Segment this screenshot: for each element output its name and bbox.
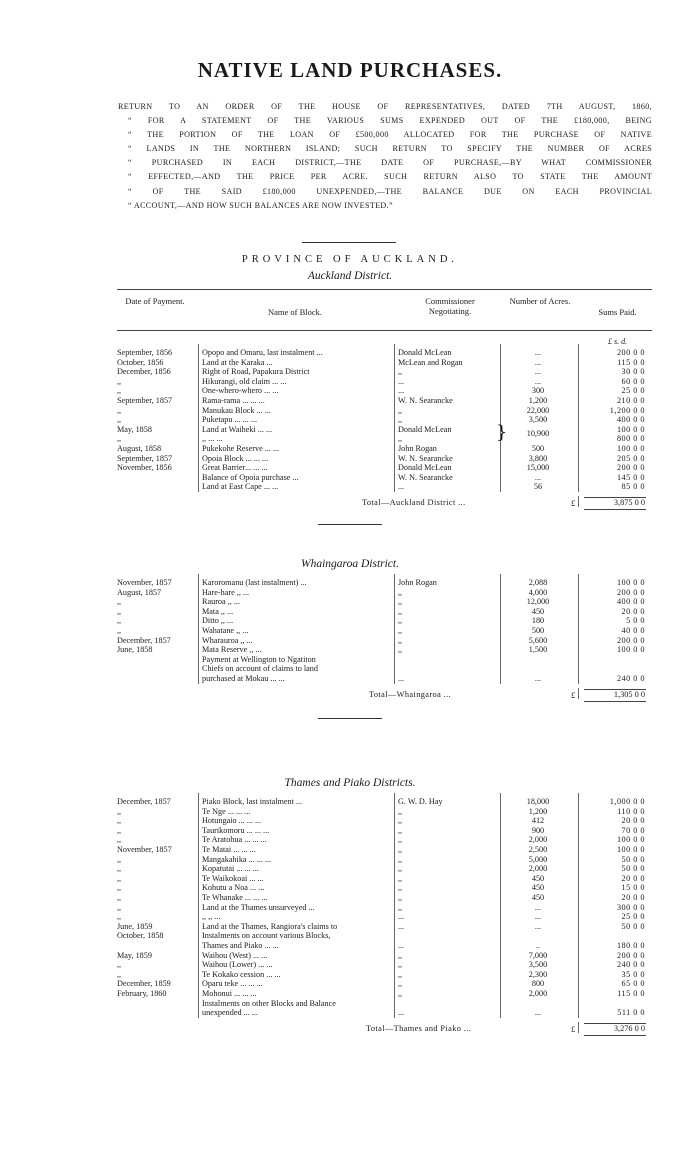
cell-acres: 450 bbox=[531, 873, 545, 883]
cell-commissioner: ,, bbox=[398, 893, 403, 902]
total-label: Total—Thames and Piako ... bbox=[366, 1023, 472, 1033]
cell-block: Thames and Piako ... ... bbox=[202, 941, 279, 950]
cell-date: ,, bbox=[117, 415, 122, 425]
cell-commissioner: ,, bbox=[398, 902, 403, 912]
cell-sum: 20 0 0 bbox=[621, 606, 645, 616]
cell-acres: 500 bbox=[531, 444, 545, 453]
cell-block: Wahatane ,, ... bbox=[202, 626, 249, 635]
cell-sum: 100 0 0 bbox=[616, 645, 645, 655]
cell-block: Te Aratohua ... ... ... bbox=[202, 835, 267, 845]
cell-acres: ... bbox=[534, 472, 542, 482]
cell-date: ,, bbox=[117, 960, 122, 970]
column-divider bbox=[394, 344, 395, 492]
table-top-rule bbox=[117, 289, 652, 290]
cell-acres: 450 bbox=[531, 606, 545, 616]
cell-commissioner: John Rogan bbox=[398, 578, 437, 587]
cell-commissioner: ,, bbox=[398, 367, 403, 377]
column-divider bbox=[500, 574, 501, 684]
cell-commissioner: Donald McLean bbox=[398, 424, 452, 434]
cell-block: Te Kokako cession ... ... bbox=[202, 969, 281, 979]
cell-acres: 56 bbox=[533, 482, 543, 492]
cell-commissioner: ,, bbox=[398, 597, 403, 607]
pound-sign: £ bbox=[571, 498, 576, 508]
cell-commissioner: ,, bbox=[398, 969, 403, 979]
cell-acres: ... bbox=[534, 912, 542, 922]
cell-commissioner: ... bbox=[398, 386, 405, 396]
cell-block: Te Nge ... ... ... bbox=[202, 806, 251, 816]
cell-acres: 1,200 bbox=[528, 396, 548, 405]
column-divider bbox=[578, 344, 579, 492]
total-sum: 1,305 0 0 bbox=[613, 689, 645, 699]
cell-acres: 2,088 bbox=[528, 578, 548, 587]
cell-acres: ... bbox=[534, 674, 542, 683]
cell-block: Right of Road, Papakura District bbox=[202, 367, 310, 377]
cell-date: ,, bbox=[117, 597, 122, 607]
cell-acres: ... bbox=[534, 902, 542, 912]
cell-block: Instalments on account various Blocks, bbox=[202, 931, 331, 941]
cell-sum: 25 0 0 bbox=[621, 386, 645, 396]
cell-block: Chiefs on account of claims to land bbox=[202, 664, 318, 674]
cell-acres: 2,000 bbox=[528, 864, 548, 874]
cell-sum: 400 0 0 bbox=[616, 597, 645, 607]
cell-commissioner: ... bbox=[398, 674, 405, 683]
cell-commissioner: ,, bbox=[398, 873, 403, 883]
cell-block: Hikurangi, old claim ... ... bbox=[202, 376, 287, 386]
cell-sum: 240 0 0 bbox=[616, 960, 645, 970]
cell-sum: 1,000 0 0 bbox=[609, 797, 645, 806]
cell-date: ,, bbox=[117, 835, 122, 845]
header-commissioner: Commissioner Negotiating. bbox=[425, 296, 475, 316]
cell-date: June, 1858 bbox=[117, 645, 153, 655]
cell-acres: 800 bbox=[531, 979, 545, 989]
column-divider bbox=[500, 793, 501, 1018]
cell-sum: 100 0 0 bbox=[616, 578, 645, 587]
divider bbox=[302, 242, 396, 243]
cell-sum: 20 0 0 bbox=[621, 816, 645, 826]
intro-line: “ OF THE SAID £180,000 UNEXPENDED,—THE BALANCE DUE ON EACH PROVINCIAL bbox=[128, 186, 652, 196]
cell-acres: 3,800 bbox=[528, 453, 548, 463]
cell-commissioner: ,, bbox=[398, 835, 403, 845]
cell-acres: ... bbox=[534, 357, 542, 367]
cell-block: Karoromanu (last instalment) ... bbox=[202, 578, 307, 587]
cell-date: ,, bbox=[117, 873, 122, 883]
cell-commissioner: ,, bbox=[398, 405, 403, 415]
district-heading: Auckland District. bbox=[307, 270, 393, 282]
cell-commissioner: ... bbox=[398, 482, 405, 492]
cell-sum: 180 0 0 bbox=[616, 941, 645, 950]
cell-block: Mohonui ... ... ... bbox=[202, 989, 257, 998]
cell-acres: 4,000 bbox=[528, 587, 548, 597]
cell-commissioner: McLean and Rogan bbox=[398, 357, 463, 367]
brace-mark: } bbox=[496, 422, 508, 443]
cell-date: February, 1860 bbox=[117, 989, 167, 998]
cell-acres: 412 bbox=[531, 816, 545, 826]
district-heading: Thames and Piako Districts. bbox=[284, 777, 416, 789]
province-heading: PROVINCE OF AUCKLAND. bbox=[241, 254, 459, 265]
cell-sum: 200 0 0 bbox=[616, 463, 645, 473]
cell-commissioner: W. N. Searancke bbox=[398, 472, 453, 482]
cell-date: October, 1856 bbox=[117, 357, 164, 367]
cell-sum: 20 0 0 bbox=[621, 893, 645, 902]
cell-date: November, 1857 bbox=[117, 845, 172, 854]
cell-acres: .. bbox=[535, 941, 541, 950]
cell-block: One-whero-whero ... ... bbox=[202, 386, 279, 396]
cell-commissioner: ,, bbox=[398, 845, 403, 854]
cell-date: ,, bbox=[117, 902, 122, 912]
cell-block: Hotungaio ... ... ... bbox=[202, 816, 262, 826]
cell-commissioner: ,, bbox=[398, 434, 403, 444]
cell-date: ,, bbox=[117, 912, 122, 922]
cell-commissioner: ,, bbox=[398, 825, 403, 835]
cell-acres: ... bbox=[534, 348, 542, 357]
cell-commissioner: G. W. D. Hay bbox=[398, 797, 443, 806]
cell-commissioner: ... bbox=[398, 376, 405, 386]
cell-date: September, 1856 bbox=[117, 348, 173, 357]
cell-block: Te Whanake ... ... ... bbox=[202, 893, 268, 902]
cell-block: Great Barrier... ... ... bbox=[202, 463, 268, 473]
cell-commissioner: ... bbox=[398, 941, 405, 950]
cell-commissioner: ... bbox=[398, 1008, 405, 1018]
cell-sum: 240 0 0 bbox=[616, 674, 645, 683]
cell-block: Land at Waiheki ... ... bbox=[202, 424, 273, 434]
district-heading: Whaingaroa District. bbox=[301, 558, 399, 570]
cell-commissioner: ,, bbox=[398, 979, 403, 989]
cell-date: May, 1858 bbox=[117, 424, 152, 434]
cell-commissioner: ,, bbox=[398, 854, 403, 864]
cell-sum: 50 0 0 bbox=[621, 921, 645, 931]
intro-line: “ PURCHASED IN EACH DISTRICT,—THE DATE OF PURCHASE,—BY WHAT COMMISSIONER bbox=[128, 158, 652, 168]
cell-acres: 2,000 bbox=[528, 989, 548, 998]
cell-acres: 2,000 bbox=[528, 835, 548, 845]
cell-date: ,, bbox=[117, 616, 122, 626]
cell-sum: 50 0 0 bbox=[621, 854, 645, 864]
intro-line: RETURN TO AN ORDER OF THE HOUSE OF REPRESENTATIVES, DATED 7TH AUGUST, 1860, bbox=[118, 102, 652, 111]
cell-commissioner: ,, bbox=[398, 616, 403, 626]
cell-sum: 100 0 0 bbox=[616, 424, 645, 434]
cell-acres: 18,000 bbox=[526, 797, 550, 806]
cell-commissioner: ,, bbox=[398, 606, 403, 616]
cell-date: August, 1857 bbox=[117, 587, 162, 597]
cell-acres: 15,000 bbox=[526, 463, 550, 473]
header-sums: Sums Paid. bbox=[598, 307, 637, 317]
column-divider bbox=[578, 688, 579, 699]
cell-commissioner: ,, bbox=[398, 989, 403, 998]
cell-commissioner: ,, bbox=[398, 587, 403, 597]
cell-sum: 20 0 0 bbox=[621, 873, 645, 883]
cell-date: September, 1857 bbox=[117, 453, 173, 463]
cell-sum: 100 0 0 bbox=[616, 835, 645, 845]
cell-sum: 15 0 0 bbox=[621, 883, 645, 893]
cell-block: Waihou (West) ... ... bbox=[202, 950, 268, 960]
cell-sum: 85 0 0 bbox=[621, 482, 645, 492]
cell-date: ,, bbox=[117, 883, 122, 893]
pound-sign: £ bbox=[571, 689, 576, 700]
cell-date: June, 1859 bbox=[117, 921, 153, 931]
cell-sum: 100 0 0 bbox=[616, 444, 645, 453]
cell-date: October, 1858 bbox=[117, 931, 164, 941]
cell-sum: 200 0 0 bbox=[616, 348, 645, 357]
total-label: Total—Auckland District ... bbox=[362, 498, 466, 507]
cell-acres: ... bbox=[534, 1008, 542, 1018]
cell-acres: 3,500 bbox=[528, 415, 548, 425]
cell-sum: 35 0 0 bbox=[621, 969, 645, 979]
cell-acres: 7,000 bbox=[528, 950, 548, 960]
intro-line: “ ACCOUNT,—AND HOW SUCH BALANCES ARE NOW INVESTED.” bbox=[128, 200, 393, 210]
cell-sum: 115 0 0 bbox=[617, 357, 645, 367]
cell-date: ,, bbox=[117, 626, 122, 635]
column-divider bbox=[578, 793, 579, 1018]
cell-block: Te Waikokoai ... ... bbox=[202, 873, 264, 883]
cell-commissioner: Donald McLean bbox=[398, 348, 452, 357]
column-divider bbox=[198, 344, 199, 492]
cell-block: Pukekohe Reserve ... ... bbox=[202, 444, 280, 453]
cell-commissioner: ,, bbox=[398, 864, 403, 874]
cell-commissioner: ,, bbox=[398, 806, 403, 816]
cell-acres: 500 bbox=[531, 626, 545, 635]
cell-block: Taurikomoru ... ... ... bbox=[202, 825, 270, 835]
cell-block: Land at East Cape ... ... bbox=[202, 482, 279, 492]
column-divider bbox=[578, 496, 579, 507]
total-sum: 3,276 0 0 bbox=[613, 1023, 645, 1033]
cell-block: Mata Reserve ,, ... bbox=[202, 645, 262, 655]
cell-date: ,, bbox=[117, 606, 122, 616]
intro-line: “ FOR A STATEMENT OF THE VARIOUS SUMS EXPENDED OUT OF THE £180,000, BEING bbox=[128, 116, 652, 126]
total-rule bbox=[584, 509, 646, 510]
cell-acres: 5,000 bbox=[528, 854, 548, 864]
cell-acres: ... bbox=[534, 921, 542, 931]
cell-sum: 65 0 0 bbox=[621, 979, 645, 989]
cell-block: ,, ... ... bbox=[202, 434, 223, 444]
cell-commissioner: Donald McLean bbox=[398, 463, 452, 473]
cell-date: December, 1859 bbox=[117, 979, 171, 989]
pound-sign: £ bbox=[571, 1023, 576, 1034]
cell-acres: 450 bbox=[531, 883, 545, 893]
page-title: NATIVE LAND PURCHASES. bbox=[197, 58, 503, 82]
cell-block: Kopatutai ... ... ... bbox=[202, 864, 259, 874]
cell-block: Instalments on other Blocks and Balance bbox=[202, 998, 336, 1008]
cell-date: December, 1857 bbox=[117, 635, 171, 645]
cell-acres: 22,000 bbox=[526, 405, 550, 415]
cell-date: ,, bbox=[117, 825, 122, 835]
cell-block: Manukau Block ... ... bbox=[202, 405, 271, 415]
cell-sum: 40 0 0 bbox=[621, 626, 645, 635]
cell-block: Payment at Wellington to Ngatiton bbox=[202, 654, 316, 664]
cell-block: Te Matai ... ... ... bbox=[202, 845, 256, 854]
cell-acres: 2,500 bbox=[528, 845, 548, 854]
header-acres: Number of Acres. bbox=[509, 296, 571, 306]
intro-line: “ THE PORTION OF THE LOAN OF £500,000 ALLOCATED FOR THE PURCHASE OF NATIVE bbox=[128, 130, 652, 140]
cell-block: Mangakahika ... ... ... bbox=[202, 854, 272, 864]
cell-date: ,, bbox=[117, 864, 122, 874]
column-divider bbox=[578, 1022, 579, 1033]
cell-block: Waihou (Lower) ... ... bbox=[202, 960, 273, 970]
cell-sum: 200 0 0 bbox=[616, 950, 645, 960]
column-divider bbox=[578, 574, 579, 684]
column-divider bbox=[198, 574, 199, 684]
cell-sum: 1,200 0 0 bbox=[609, 405, 645, 415]
cell-commissioner: ,, bbox=[398, 415, 403, 425]
cell-date: May, 1859 bbox=[117, 950, 152, 960]
cell-block: Wharauroa ,, ... bbox=[202, 635, 253, 645]
total-sum: 3,875 0 0 bbox=[613, 498, 645, 507]
cell-sum: 25 0 0 bbox=[621, 912, 645, 922]
cell-acres: 10,900 bbox=[526, 428, 550, 438]
cell-commissioner: ,, bbox=[398, 626, 403, 635]
total-label: Total—Whaingaroa ... bbox=[369, 689, 452, 699]
cell-acres: 5,600 bbox=[528, 635, 548, 645]
cell-commissioner: ... bbox=[398, 921, 405, 931]
cell-block: Mata ,, ... bbox=[202, 606, 234, 616]
total-rule bbox=[584, 1035, 646, 1036]
cell-sum: 400 0 0 bbox=[616, 415, 645, 425]
column-divider bbox=[394, 793, 395, 1018]
cell-block: Land at the Karaka ... bbox=[202, 357, 273, 367]
cell-block: Rama-rama ... ... ... bbox=[202, 396, 265, 405]
cell-date: ,, bbox=[117, 386, 122, 396]
cell-block: Ditto ,, ... bbox=[202, 616, 234, 626]
cell-commissioner: ,, bbox=[398, 883, 403, 893]
cell-commissioner: ,, bbox=[398, 635, 403, 645]
cell-block: Kohutu a Noa ... ... bbox=[202, 883, 265, 893]
cell-block: Puketapu ... ... ... bbox=[202, 415, 258, 425]
cell-commissioner: ... bbox=[398, 912, 405, 922]
cell-date: ,, bbox=[117, 893, 122, 902]
cell-commissioner: W. N. Searancke bbox=[398, 396, 453, 405]
cell-acres: ... bbox=[534, 367, 542, 377]
cell-date: August, 1858 bbox=[117, 444, 162, 453]
cell-acres: 180 bbox=[531, 616, 545, 626]
cell-date: ,, bbox=[117, 405, 122, 415]
cell-date: September, 1857 bbox=[117, 396, 173, 405]
cell-block: Oparu teke ... ... ... bbox=[202, 979, 263, 989]
cell-block: ,, ,, ... bbox=[202, 912, 221, 922]
cell-acres: 1,500 bbox=[528, 645, 548, 655]
cell-sum: 50 0 0 bbox=[621, 864, 645, 874]
header-lsd: £ s. d. bbox=[608, 337, 628, 346]
cell-sum: 210 0 0 bbox=[616, 396, 645, 405]
cell-date: December, 1857 bbox=[117, 797, 171, 806]
cell-commissioner: W. N. Searancke bbox=[398, 453, 453, 463]
cell-block: Opoia Block ... ... ... bbox=[202, 453, 269, 463]
header-bottom-rule bbox=[117, 330, 652, 331]
cell-commissioner: ,, bbox=[398, 816, 403, 826]
cell-block: Balance of Opoia purchase ... bbox=[202, 472, 299, 482]
cell-block: unexpended ... ... bbox=[202, 1008, 258, 1018]
cell-sum: 60 0 0 bbox=[621, 376, 645, 386]
cell-sum: 100 0 0 bbox=[616, 845, 645, 854]
cell-date: December, 1856 bbox=[117, 367, 171, 377]
intro-line: “ LANDS IN THE NORTHERN ISLAND; SUCH RETURN TO SPECIFY THE NUMBER OF ACRES bbox=[128, 144, 652, 154]
cell-sum: 110 0 0 bbox=[617, 806, 645, 816]
cell-block: Land at the Thames unsurveyed ... bbox=[202, 902, 315, 912]
cell-date: November, 1856 bbox=[117, 463, 172, 473]
cell-date: November, 1857 bbox=[117, 578, 172, 587]
cell-acres: 12,000 bbox=[526, 597, 550, 607]
cell-date: ,, bbox=[117, 806, 122, 816]
section-divider bbox=[318, 718, 382, 719]
cell-date: ,, bbox=[117, 854, 122, 864]
cell-acres: 450 bbox=[531, 893, 545, 902]
column-divider bbox=[394, 574, 395, 684]
cell-sum: 5 0 0 bbox=[626, 616, 645, 626]
cell-acres: 3,500 bbox=[528, 960, 548, 970]
cell-block: Piako Block, last instalment ... bbox=[202, 797, 303, 806]
cell-block: Rauroa ,, ... bbox=[202, 597, 240, 607]
cell-commissioner: ,, bbox=[398, 950, 403, 960]
intro-line: “ EFFECTED,—AND THE PRICE PER ACRE. SUCH RETURN ALSO TO STATE THE AMOUNT bbox=[128, 172, 652, 182]
header-block: Name of Block. bbox=[267, 307, 323, 317]
cell-block: Hare-hare ,, ... bbox=[202, 587, 250, 597]
cell-sum: 30 0 0 bbox=[621, 367, 645, 377]
column-divider bbox=[500, 344, 501, 492]
cell-sum: 205 0 0 bbox=[616, 453, 645, 463]
total-rule bbox=[584, 701, 646, 702]
column-divider bbox=[198, 793, 199, 1018]
cell-block: Opopo and Omaru, last instalment ... bbox=[202, 348, 323, 357]
cell-sum: 145 0 0 bbox=[616, 472, 645, 482]
cell-sum: 800 0 0 bbox=[616, 434, 645, 444]
cell-sum: 115 0 0 bbox=[617, 989, 645, 998]
cell-date: ,, bbox=[117, 816, 122, 826]
cell-block: purchased at Mokau ... ... bbox=[202, 674, 285, 683]
cell-block: Land at the Thames, Rangiora's claims to bbox=[202, 921, 338, 931]
cell-acres: 1,200 bbox=[528, 806, 548, 816]
cell-date: ,, bbox=[117, 434, 122, 444]
cell-date: ,, bbox=[117, 969, 122, 979]
cell-acres: ... bbox=[534, 376, 542, 386]
cell-commissioner: ,, bbox=[398, 645, 403, 655]
intro-paragraph bbox=[118, 100, 652, 213]
cell-acres: 900 bbox=[531, 825, 545, 835]
cell-acres: 300 bbox=[531, 386, 545, 396]
cell-sum: 200 0 0 bbox=[616, 635, 645, 645]
cell-commissioner: ,, bbox=[398, 960, 403, 970]
cell-sum: 511 0 0 bbox=[617, 1008, 645, 1018]
section-divider bbox=[318, 524, 382, 525]
cell-commissioner: John Rogan bbox=[398, 444, 437, 453]
cell-sum: 70 0 0 bbox=[621, 825, 645, 835]
cell-sum: 300 0 0 bbox=[616, 902, 645, 912]
cell-acres: 2,300 bbox=[528, 969, 548, 979]
cell-date: ,, bbox=[117, 376, 122, 386]
header-date: Date of Payment. bbox=[125, 296, 185, 306]
cell-sum: 200 0 0 bbox=[616, 587, 645, 597]
